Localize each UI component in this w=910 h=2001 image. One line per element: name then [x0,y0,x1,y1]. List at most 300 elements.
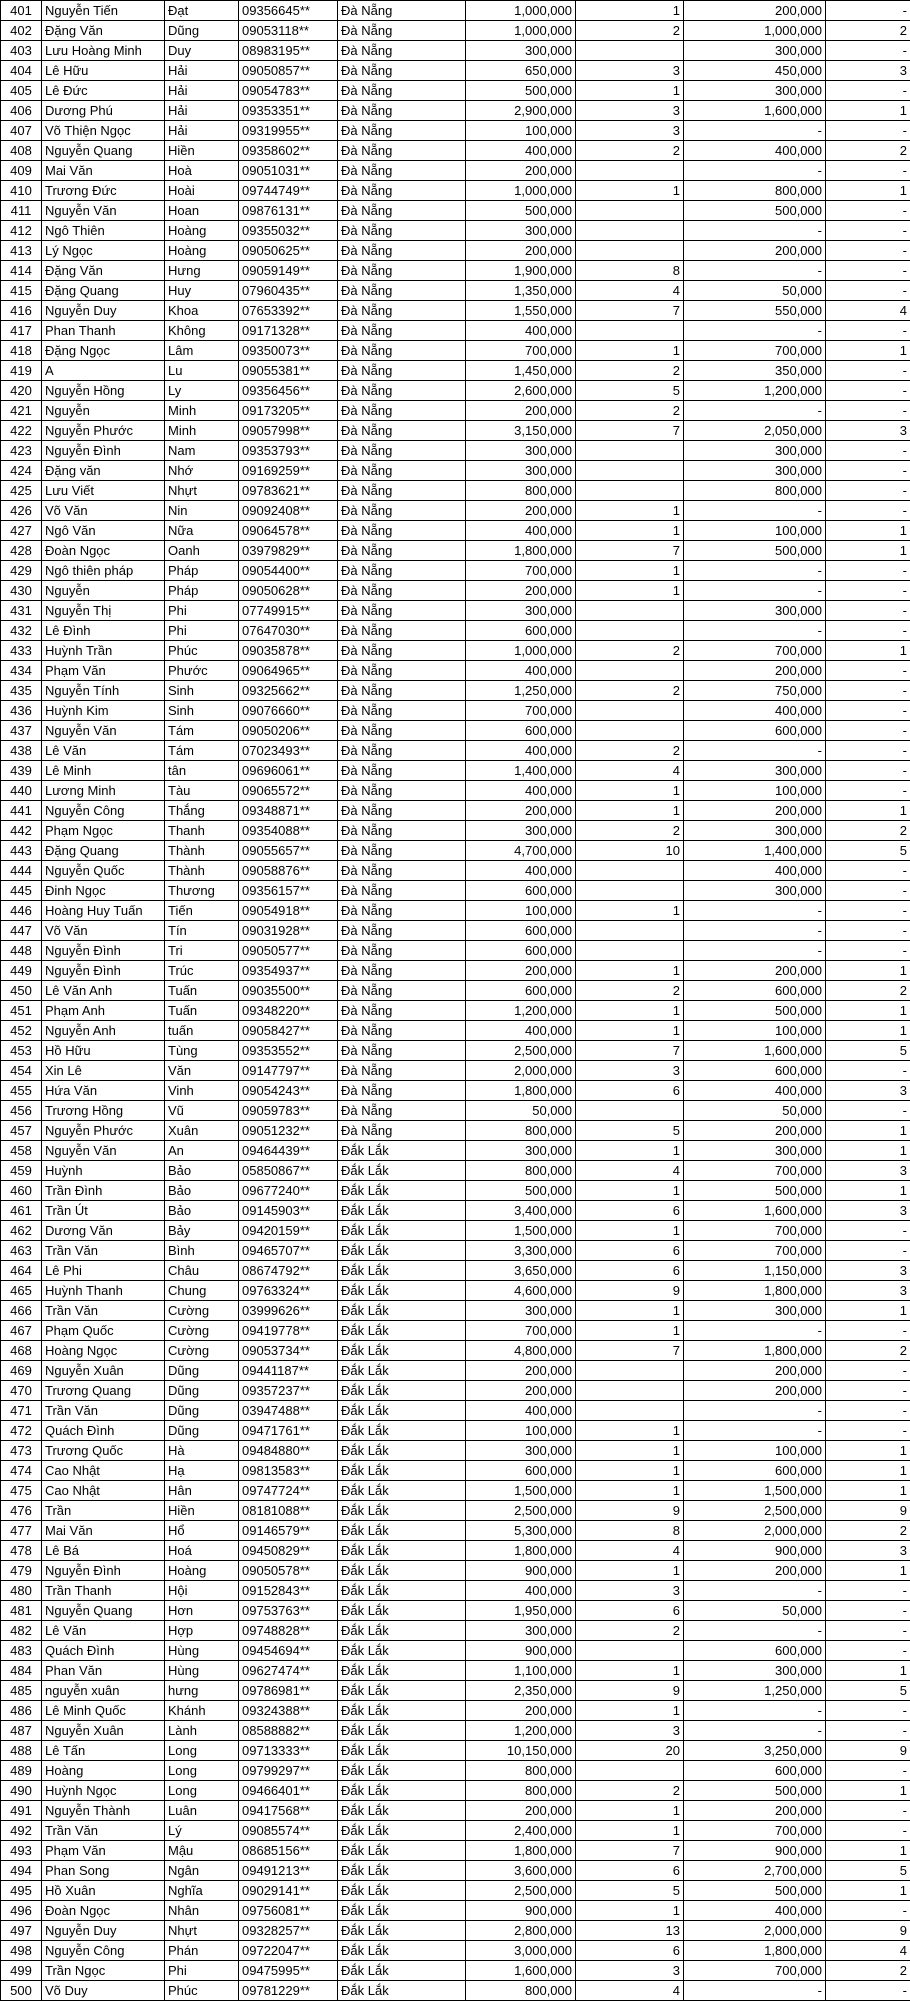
cell-total: 1,350,000 [466,281,576,301]
cell-count: 1 [576,901,684,921]
cell-remaining: - [826,461,910,481]
cell-given-name: Cường [165,1341,239,1361]
cell-given-name: Cường [165,1301,239,1321]
table-row [1,1841,910,1861]
cell-given-name: hưng [165,1681,239,1701]
cell-count: 13 [576,1921,684,1941]
cell-province: Đắk Lắk [338,1801,466,1821]
cell-surname: nguyễn xuân [42,1681,165,1701]
cell-phone: 09475995** [239,1961,338,1981]
cell-remaining: 2 [826,1341,910,1361]
cell-remaining: - [826,1361,910,1381]
cell-stt: 443 [1,841,42,861]
cell-remaining: 3 [826,1081,910,1101]
cell-surname: Lương Minh [42,781,165,801]
cell-phone: 07653392** [239,301,338,321]
cell-given-name: Xuân [165,1121,239,1141]
cell-count: 2 [576,741,684,761]
cell-remaining: - [826,1581,910,1601]
cell-remaining: - [826,81,910,101]
cell-province: Đà Nẵng [338,1081,466,1101]
table-row [1,1361,910,1381]
cell-amount: 300,000 [684,761,826,781]
cell-amount: - [684,921,826,941]
table-row [1,241,910,261]
cell-phone: 09348871** [239,801,338,821]
cell-amount: 200,000 [684,1381,826,1401]
table-row [1,561,910,581]
cell-given-name: Ngân [165,1861,239,1881]
cell-given-name: Phi [165,1961,239,1981]
cell-stt: 403 [1,41,42,61]
cell-count [576,701,684,721]
cell-count: 5 [576,1121,684,1141]
cell-amount: 1,250,000 [684,1681,826,1701]
cell-phone: 09035878** [239,641,338,661]
cell-given-name: Hải [165,61,239,81]
cell-given-name: Hùng [165,1661,239,1681]
cell-amount: - [684,1621,826,1641]
cell-total: 300,000 [466,601,576,621]
cell-phone: 09173205** [239,401,338,421]
cell-phone: 08983195** [239,41,338,61]
table-row [1,21,910,41]
cell-total: 1,800,000 [466,1841,576,1861]
cell-stt: 448 [1,941,42,961]
cell-remaining: - [826,1621,910,1641]
cell-surname: Hồ Hữu [42,1041,165,1061]
cell-given-name: Dũng [165,1361,239,1381]
cell-given-name: Thắng [165,801,239,821]
table-row [1,1961,910,1981]
cell-stt: 496 [1,1901,42,1921]
cell-remaining: 1 [826,1481,910,1501]
cell-total: 600,000 [466,981,576,1001]
cell-phone: 09747724** [239,1481,338,1501]
cell-province: Đà Nẵng [338,521,466,541]
cell-surname: Nguyễn Văn [42,721,165,741]
cell-phone: 09092408** [239,501,338,521]
cell-amount: 1,800,000 [684,1941,826,1961]
cell-given-name: Tùng [165,1041,239,1061]
cell-stt: 483 [1,1641,42,1661]
cell-count: 2 [576,821,684,841]
cell-remaining: 5 [826,1681,910,1701]
cell-province: Đắk Lắk [338,1721,466,1741]
cell-surname: Võ Thiện Ngọc [42,121,165,141]
cell-surname: Trương Đức [42,181,165,201]
cell-count: 1 [576,521,684,541]
cell-given-name: Vũ [165,1101,239,1121]
cell-given-name: Thành [165,861,239,881]
cell-given-name: Tuấn [165,981,239,1001]
cell-phone: 09064578** [239,521,338,541]
cell-surname: Đặng Ngọc [42,341,165,361]
cell-surname: Nguyễn Phước [42,421,165,441]
cell-amount: 300,000 [684,1661,826,1681]
cell-total: 3,150,000 [466,421,576,441]
cell-phone: 09465707** [239,1241,338,1261]
cell-remaining: 1 [826,1661,910,1681]
cell-count: 8 [576,1521,684,1541]
cell-phone: 09053118** [239,21,338,41]
cell-total: 600,000 [466,621,576,641]
cell-province: Đắk Lắk [338,1341,466,1361]
cell-remaining: 1 [826,801,910,821]
cell-count: 4 [576,281,684,301]
cell-stt: 460 [1,1181,42,1201]
cell-province: Đắk Lắk [338,1741,466,1761]
cell-remaining: - [826,1721,910,1741]
cell-count: 4 [576,1981,684,2001]
cell-remaining: 2 [826,1521,910,1541]
cell-stt: 409 [1,161,42,181]
cell-phone: 09050578** [239,1561,338,1581]
table-row [1,301,910,321]
cell-phone: 09057998** [239,421,338,441]
cell-remaining: 9 [826,1921,910,1941]
table-row [1,1421,910,1441]
cell-surname: Trần Đình [42,1181,165,1201]
cell-total: 1,000,000 [466,641,576,661]
cell-remaining: 1 [826,1121,910,1141]
cell-remaining: - [826,1101,910,1121]
cell-remaining: - [826,1321,910,1341]
cell-given-name: Oanh [165,541,239,561]
table-row [1,801,910,821]
cell-surname: Trương Hồng [42,1101,165,1121]
cell-amount: 50,000 [684,281,826,301]
cell-province: Đà Nẵng [338,681,466,701]
cell-phone: 09786981** [239,1681,338,1701]
cell-total: 200,000 [466,1701,576,1721]
cell-total: 800,000 [466,1121,576,1141]
cell-surname: Phạm Anh [42,1001,165,1021]
cell-remaining: 1 [826,1781,910,1801]
cell-count: 5 [576,1881,684,1901]
cell-count: 1 [576,1901,684,1921]
cell-total: 800,000 [466,1161,576,1181]
cell-province: Đà Nẵng [338,381,466,401]
cell-phone: 09696061** [239,761,338,781]
cell-phone: 09051031** [239,161,338,181]
cell-phone: 09324388** [239,1701,338,1721]
cell-amount: 300,000 [684,461,826,481]
cell-phone: 07749915** [239,601,338,621]
table-row [1,321,910,341]
cell-phone: 09454694** [239,1641,338,1661]
table-row [1,1401,910,1421]
cell-surname: Võ Văn [42,921,165,941]
cell-phone: 09441187** [239,1361,338,1381]
cell-remaining: 1 [826,1141,910,1161]
cell-province: Đắk Lắk [338,1421,466,1441]
cell-stt: 482 [1,1621,42,1641]
cell-given-name: Hoàng [165,221,239,241]
cell-remaining: 9 [826,1741,910,1761]
cell-province: Đà Nẵng [338,21,466,41]
cell-count: 3 [576,121,684,141]
cell-province: Đà Nẵng [338,801,466,821]
cell-amount: 200,000 [684,241,826,261]
cell-province: Đà Nẵng [338,981,466,1001]
cell-remaining: - [826,1,910,21]
cell-given-name: Tám [165,721,239,741]
cell-surname: Trần [42,1501,165,1521]
cell-given-name: Hoà [165,161,239,181]
cell-amount: 450,000 [684,61,826,81]
cell-amount: - [684,901,826,921]
cell-given-name: Thương [165,881,239,901]
cell-amount: 300,000 [684,881,826,901]
cell-province: Đà Nẵng [338,281,466,301]
cell-stt: 458 [1,1141,42,1161]
cell-amount: 400,000 [684,141,826,161]
cell-surname: Phan Song [42,1861,165,1881]
cell-total: 2,900,000 [466,101,576,121]
cell-phone: 09722047** [239,1941,338,1961]
cell-province: Đắk Lắk [338,1601,466,1621]
cell-surname: Đinh Ngọc [42,881,165,901]
cell-surname: Nguyễn Đình [42,1561,165,1581]
cell-given-name: Hân [165,1481,239,1501]
cell-total: 200,000 [466,581,576,601]
cell-province: Đà Nẵng [338,401,466,421]
cell-surname: Nguyễn Anh [42,1021,165,1041]
cell-amount: 1,000,000 [684,21,826,41]
cell-total: 100,000 [466,1421,576,1441]
cell-province: Đà Nẵng [338,441,466,461]
cell-surname: Phạm Văn [42,661,165,681]
table-row [1,1381,910,1401]
cell-remaining: - [826,861,910,881]
cell-amount: - [684,741,826,761]
cell-stt: 466 [1,1301,42,1321]
cell-remaining: - [826,1401,910,1421]
cell-count: 1 [576,1421,684,1441]
cell-count [576,481,684,501]
cell-amount: - [684,501,826,521]
cell-stt: 412 [1,221,42,241]
cell-surname: Đặng Quang [42,281,165,301]
cell-phone: 09059783** [239,1101,338,1121]
cell-phone: 09029141** [239,1881,338,1901]
cell-remaining: - [826,381,910,401]
cell-total: 700,000 [466,701,576,721]
cell-count: 2 [576,141,684,161]
cell-remaining: 3 [826,1201,910,1221]
cell-total: 400,000 [466,1401,576,1421]
cell-province: Đắk Lắk [338,1661,466,1681]
cell-amount: 1,600,000 [684,101,826,121]
cell-stt: 491 [1,1801,42,1821]
cell-remaining: - [826,1981,910,2001]
cell-remaining: 1 [826,1461,910,1481]
cell-phone: 08181088** [239,1501,338,1521]
cell-given-name: Phán [165,1941,239,1961]
cell-stt: 467 [1,1321,42,1341]
table-row [1,721,910,741]
cell-surname: Lê Văn [42,741,165,761]
cell-surname: Đặng văn [42,461,165,481]
cell-surname: Quách Đình [42,1421,165,1441]
cell-surname: Hoàng Huy Tuấn [42,901,165,921]
cell-count: 1 [576,1001,684,1021]
cell-count: 1 [576,1461,684,1481]
cell-surname: Lê Đình [42,621,165,641]
cell-phone: 09065572** [239,781,338,801]
cell-given-name: Bảo [165,1181,239,1201]
cell-given-name: Hùng [165,1641,239,1661]
cell-stt: 471 [1,1401,42,1421]
cell-stt: 494 [1,1861,42,1881]
cell-amount: - [684,1401,826,1421]
cell-total: 100,000 [466,121,576,141]
cell-amount: - [684,161,826,181]
cell-amount: 750,000 [684,681,826,701]
cell-given-name: Hội [165,1581,239,1601]
cell-count: 1 [576,1221,684,1241]
table-row [1,541,910,561]
cell-total: 300,000 [466,41,576,61]
cell-remaining: - [826,281,910,301]
cell-total: 4,800,000 [466,1341,576,1361]
cell-surname: Đoàn Ngọc [42,541,165,561]
cell-stt: 454 [1,1061,42,1081]
table-row [1,1941,910,1961]
cell-stt: 475 [1,1481,42,1501]
cell-phone: 09050577** [239,941,338,961]
table-row [1,861,910,881]
cell-remaining: - [826,1901,910,1921]
cell-stt: 440 [1,781,42,801]
cell-surname: Nguyễn Xuân [42,1361,165,1381]
cell-remaining: - [826,941,910,961]
cell-total: 2,000,000 [466,1061,576,1081]
cell-surname: Nguyễn [42,581,165,601]
cell-surname: Nguyễn Quang [42,1601,165,1621]
cell-phone: 09763324** [239,1281,338,1301]
cell-amount: - [684,1581,826,1601]
cell-remaining: - [826,561,910,581]
cell-surname: Trần Út [42,1201,165,1221]
cell-count [576,1101,684,1121]
cell-count: 1 [576,561,684,581]
cell-surname: Hoàng Ngọc [42,1341,165,1361]
cell-given-name: Hơn [165,1601,239,1621]
cell-given-name: Minh [165,401,239,421]
cell-surname: Trương Quốc [42,1441,165,1461]
cell-total: 1,950,000 [466,1601,576,1621]
cell-given-name: Phúc [165,641,239,661]
cell-phone: 09876131** [239,201,338,221]
table-row [1,41,910,61]
cell-province: Đà Nẵng [338,941,466,961]
cell-count [576,661,684,681]
cell-surname: Lê Bá [42,1541,165,1561]
table-row [1,1481,910,1501]
table-row [1,1441,910,1461]
cell-remaining: 3 [826,1541,910,1561]
cell-phone: 09050857** [239,61,338,81]
cell-province: Đà Nẵng [338,901,466,921]
table-row [1,761,910,781]
cell-phone: 09054783** [239,81,338,101]
cell-total: 1,800,000 [466,1541,576,1561]
cell-province: Đà Nẵng [338,41,466,61]
table-row [1,1041,910,1061]
cell-surname: Trần Ngọc [42,1961,165,1981]
cell-stt: 498 [1,1941,42,1961]
table-row [1,141,910,161]
cell-surname: Nguyễn Phước [42,1121,165,1141]
cell-province: Đà Nẵng [338,501,466,521]
cell-remaining: - [826,121,910,141]
cell-stt: 486 [1,1701,42,1721]
cell-stt: 470 [1,1381,42,1401]
cell-stt: 446 [1,901,42,921]
cell-phone: 09356456** [239,381,338,401]
cell-count: 6 [576,1861,684,1881]
cell-given-name: Hoài [165,181,239,201]
cell-stt: 442 [1,821,42,841]
cell-surname: Trần Thanh [42,1581,165,1601]
cell-given-name: Phước [165,661,239,681]
cell-phone: 09783621** [239,481,338,501]
cell-phone: 09781229** [239,1981,338,2001]
table-row [1,1261,910,1281]
cell-amount: 1,200,000 [684,381,826,401]
cell-stt: 425 [1,481,42,501]
cell-phone: 09050625** [239,241,338,261]
cell-province: Đà Nẵng [338,241,466,261]
table-row [1,681,910,701]
cell-given-name: Bảo [165,1201,239,1221]
cell-given-name: Tuấn [165,1001,239,1021]
table-row [1,841,910,861]
cell-count: 3 [576,1721,684,1741]
table-body [1,1,910,2001]
cell-amount: - [684,581,826,601]
cell-count: 7 [576,541,684,561]
cell-amount: 600,000 [684,1641,826,1661]
cell-given-name: Lý [165,1821,239,1841]
cell-phone: 09353793** [239,441,338,461]
cell-surname: Ngô Văn [42,521,165,541]
cell-amount: 300,000 [684,1141,826,1161]
cell-province: Đà Nẵng [338,1121,466,1141]
cell-province: Đắk Lắk [338,1521,466,1541]
cell-count [576,1761,684,1781]
table-row [1,901,910,921]
cell-count: 6 [576,1261,684,1281]
cell-stt: 433 [1,641,42,661]
table-row [1,581,910,601]
cell-count [576,1381,684,1401]
cell-amount: 700,000 [684,1821,826,1841]
table-row [1,281,910,301]
table-row [1,461,910,481]
cell-stt: 485 [1,1681,42,1701]
table-row [1,1321,910,1341]
table-row [1,1181,910,1201]
cell-surname: Trần Văn [42,1241,165,1261]
cell-given-name: Bình [165,1241,239,1261]
cell-province: Đắk Lắk [338,1861,466,1881]
cell-count [576,941,684,961]
cell-given-name: Tri [165,941,239,961]
cell-amount: 2,000,000 [684,1521,826,1541]
